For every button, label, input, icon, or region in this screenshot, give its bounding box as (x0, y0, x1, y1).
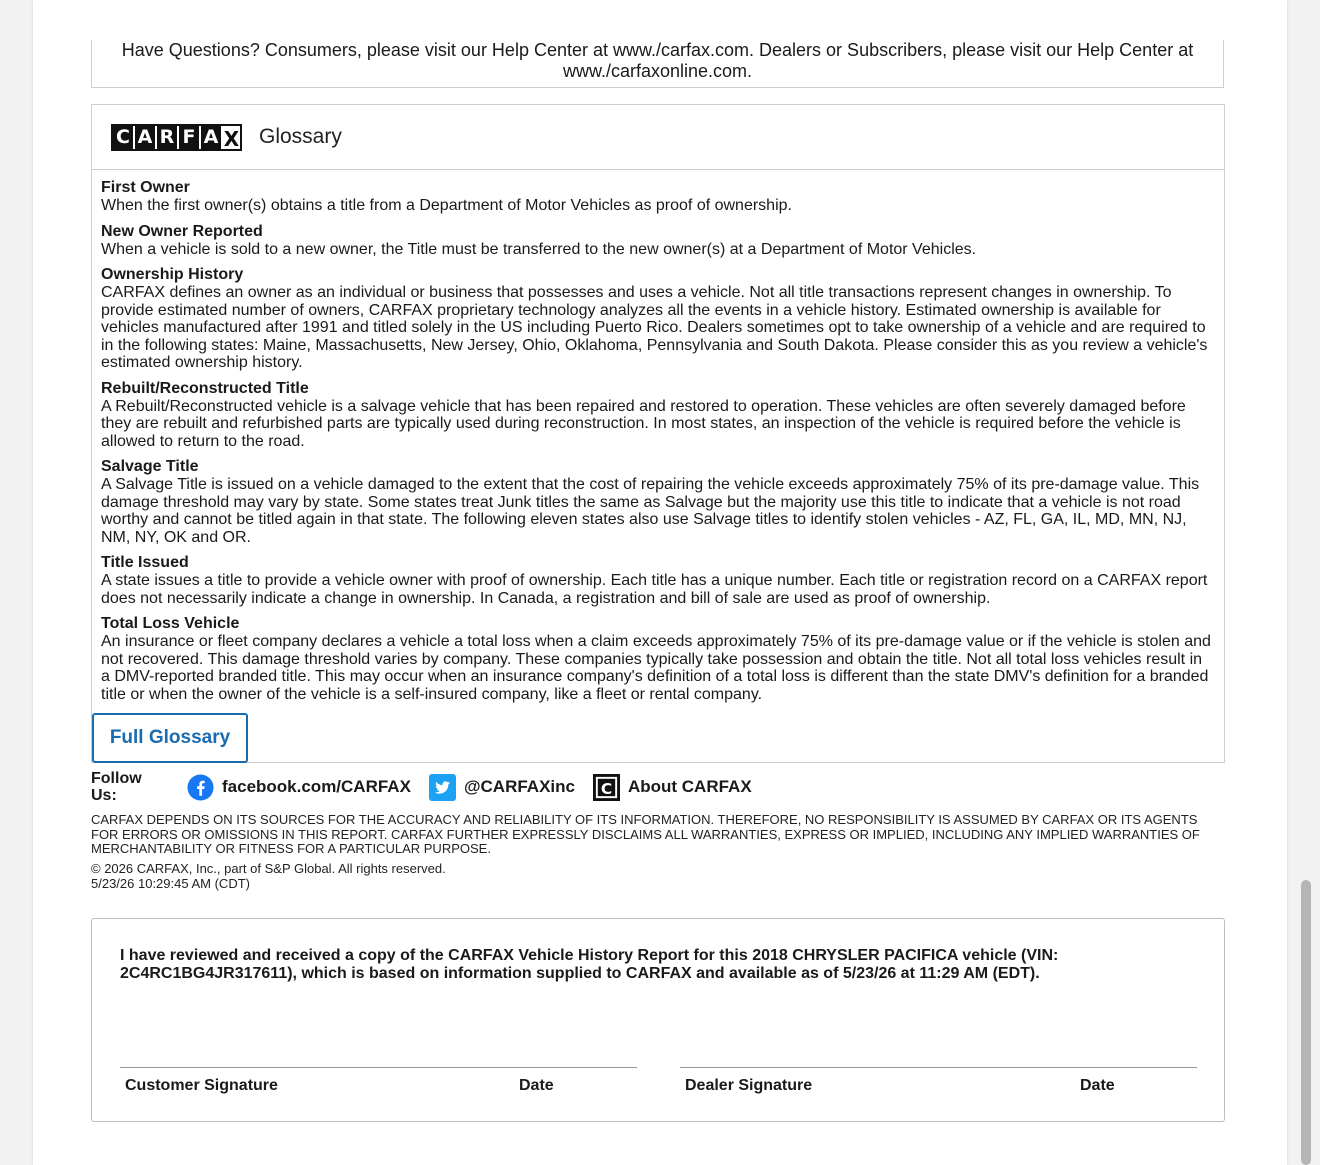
twitter-link[interactable] (429, 774, 575, 801)
report-timestamp: 5/23/26 10:29:45 AM (CDT) (91, 876, 250, 891)
glossary-entry (101, 615, 1215, 703)
logo-letter: A (201, 126, 221, 149)
dealer-signature-label: Dealer Signature (685, 1077, 813, 1094)
logo-letter: C (113, 126, 133, 149)
glossary-term: First Owner (101, 179, 190, 196)
about-carfax-text: About CARFAX (627, 777, 752, 796)
glossary-definition: A state issues a title to provide a vehicle owner with proof of ownership. Each title has a unique number. Each title or registration record on a CARFAX report does not necessarily indicate a change in ownership. In Canada, a registration and bill of sale are used as proof of ownership. (101, 572, 1208, 607)
footer-meta (91, 861, 446, 891)
carfax-c-letter: C (600, 779, 613, 798)
glossary-term: Total Loss Vehicle (101, 615, 240, 632)
glossary-term: Rebuilt/Reconstructed Title (101, 379, 309, 397)
glossary-panel (91, 104, 1225, 763)
glossary-entry (101, 223, 1215, 259)
glossary-definition: CARFAX defines an owner as an individual or business that possesses and uses a vehicle. Not all title transactions represent changes in ownership. To provide estimated number of owners, CARFAX proprietary technology analyzes all the events in a vehicle history. Estimated ownership is available for vehicles manufactured after 1991 and titled solely in the US including Puerto Rico. Dealers sometimes opt to take ownership of a vehicle and are required to in the following states: Maine, Massachusetts, New Jersey, Ohio, Oklahoma, Pennsylvania and South Dakota. Please consider this as you review a vehicle's estimated ownership history. (101, 284, 1208, 371)
twitter-icon (429, 774, 456, 801)
glossary-entries (92, 170, 1224, 703)
facebook-icon (187, 774, 214, 801)
about-carfax-link[interactable] (593, 774, 752, 801)
customer-signature-label: Customer Signature (125, 1077, 278, 1094)
glossary-term: New Owner Reported (101, 222, 263, 240)
glossary-term: Ownership History (101, 266, 244, 283)
copyright-text: © 2026 CARFAX, Inc., part of S&P Global. All rights reserved. (91, 861, 446, 876)
glossary-term: Title Issued (101, 554, 189, 571)
customer-date-label: Date (519, 1077, 554, 1094)
glossary-header (92, 105, 1224, 170)
facebook-link-text: facebook.com/CARFAX (222, 777, 411, 796)
logo-letter: R (157, 126, 177, 149)
glossary-title: Glossary (259, 125, 342, 148)
follow-us-label: Follow Us: (91, 770, 142, 804)
follow-us-bar (91, 769, 1225, 805)
glossary-definition: A Salvage Title is issued on a vehicle damaged to the extent that the cost of repairing the vehicle exceeds approximately 75% of its pre-damage value. This damage threshold may vary by state. Some states treat Junk titles the same as Salvage but the majority use this title to indicate that a vehicle is not road worthy and cannot be titled again in that state. The following eleven states also use Salvage titles to identify stolen vehicles - AZ, FL, GA, IL, MD, MN, NJ, NM, NY, OK and OR. (101, 476, 1200, 546)
glossary-entry (101, 266, 1215, 372)
help-center-notice (91, 40, 1224, 88)
logo-letter: A (135, 126, 155, 149)
signature-box (91, 918, 1225, 1122)
carfax-logo (111, 124, 242, 151)
glossary-entry (101, 458, 1215, 546)
glossary-term: Salvage Title (101, 458, 199, 475)
legal-disclaimer: CARFAX DEPENDS ON ITS SOURCES FOR THE ACCURACY AND RELIABILITY OF ITS INFORMATION. THEREFORE, NO RESPONSIBILITY IS ASSUMED BY CARFAX OR ITS AGENTS FOR ERRORS OR OMISSIONS IN THIS REPORT. CARFAX FURTHER EXPRESSLY DISCLAIMS ALL WARRANTIES, EXPRESS OR IMPLIED, INCLUDING ANY IMPLIED WARRANTIES OF MERCHANTABILITY OR FITNESS FOR A PARTICULAR PURPOSE. (91, 812, 1200, 856)
full-glossary-button[interactable]: Full Glossary (92, 713, 248, 763)
glossary-entry (101, 380, 1215, 451)
glossary-definition: An insurance or fleet company declares a vehicle a total loss when a claim exceeds approximately 75% of its pre-damage value or if the vehicle is stolen and not recovered. This damage threshold varies by company. These companies typically take possession and obtain the title. Not all total loss vehicles result in a DMV-reported branded title. This may occur when an insurance company's definition of a total loss is different than the state DMV's definition for a branded title or when the owner of the vehicle is a self-insured company, like a fleet or rental company. (101, 633, 1211, 703)
glossary-definition: A Rebuilt/Reconstructed vehicle is a salvage vehicle that has been repaired and restored to operation. These vehicles are often severely damaged before they are rebuilt and refurbished parts are typically used during reconstruction. In most states, an inspection of the vehicle is required before the vehicle is allowed to return to the road. (101, 397, 1186, 450)
glossary-definition: When the first owner(s) obtains a title from a Department of Motor Vehicles as proof of ownership. (101, 197, 792, 214)
logo-letter: F (179, 126, 199, 149)
dealer-date-label: Date (1080, 1077, 1115, 1094)
signature-statement: I have reviewed and received a copy of the CARFAX Vehicle History Report for this 2018 CHRYSLER PACIFICA vehicle (VIN: 2C4RC1BG4JR317611), which is based on information supplied to CARFAX and available as of 5/23/26 at 11:29 AM (EDT). (120, 947, 1059, 982)
facebook-link[interactable] (187, 774, 411, 801)
glossary-entry (101, 179, 1215, 215)
help-center-text: Have Questions? Consumers, please visit our Help Center at www./carfax.com. Dealers or Subscribers, please visit our Help Center at www./carfaxonline.com. (121, 40, 1194, 81)
customer-signature-line[interactable] (120, 1067, 637, 1068)
logo-letter: X (223, 126, 240, 151)
twitter-link-text: @CARFAXinc (463, 777, 575, 796)
dealer-signature-line[interactable] (680, 1067, 1197, 1068)
glossary-definition: When a vehicle is sold to a new owner, the Title must be transferred to the new owner(s) at a Department of Motor Vehicles. (101, 240, 977, 258)
glossary-entry (101, 554, 1215, 607)
scrollbar-thumb[interactable] (1301, 880, 1311, 1165)
carfax-c-icon (593, 774, 620, 801)
